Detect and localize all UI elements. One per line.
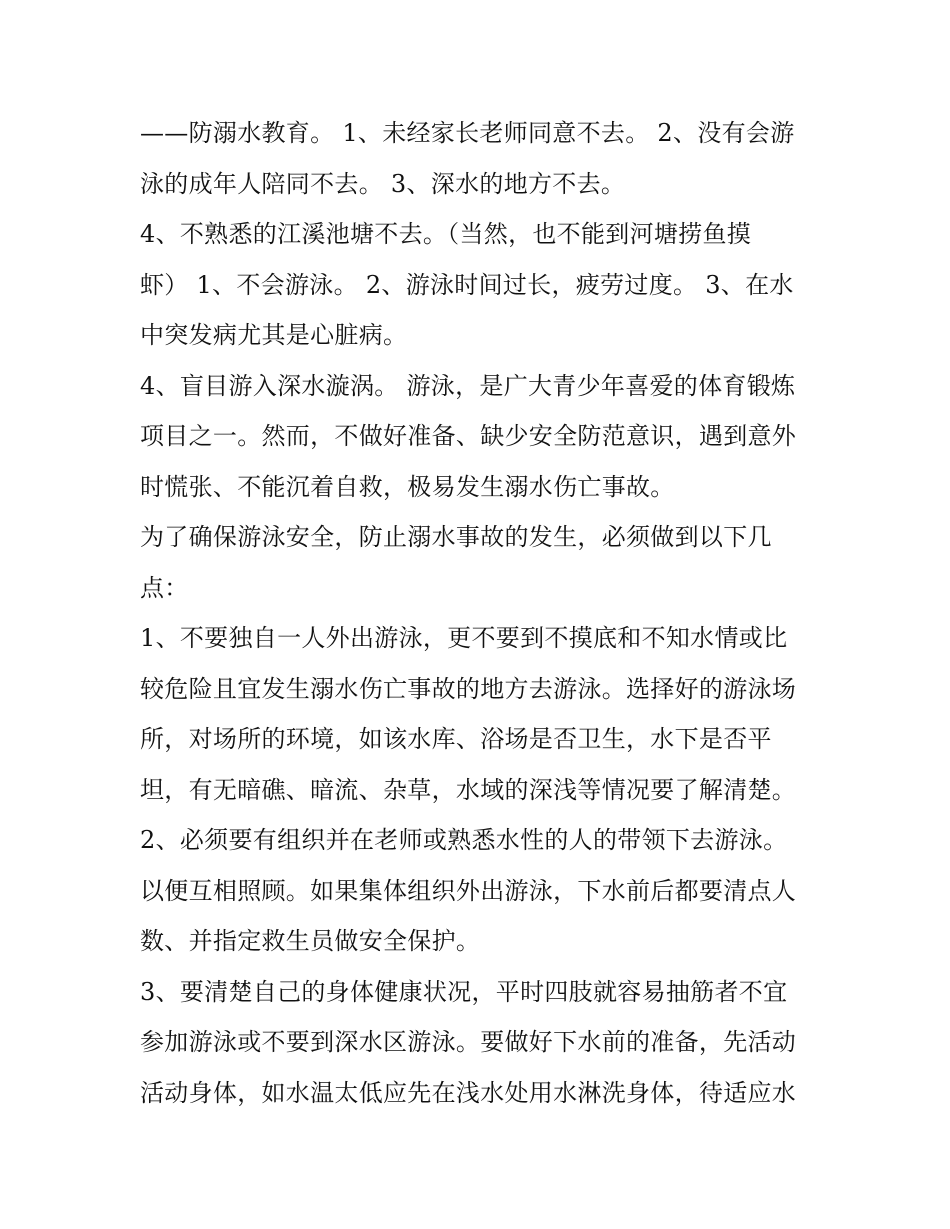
text-line: 1、不要独自一人外出游泳，更不要到不摸底和不知水情或比: [140, 624, 788, 652]
text-line: 参加游泳或不要到深水区游泳。要做好下水前的准备，先活动: [140, 1028, 797, 1056]
document-body: [140, 108, 815, 1118]
text-line: 泳的成年人陪同不去。 3、深水的地方不去。: [140, 169, 626, 198]
text-line: 2、必须要有组织并在老师或熟悉水性的人的带领下去游泳。: [140, 826, 788, 854]
text-line: 点：: [140, 573, 189, 602]
text-line: 中突发病尤其是心脏病。: [140, 321, 408, 349]
text-line: 3、要清楚自己的身体健康状况，平时四肢就容易抽筋者不宜: [140, 977, 788, 1006]
text-line: 活动身体，如水温太低应先在浅水处用水淋洗身体，待适应水: [140, 1078, 797, 1107]
text-line: 以便互相照顾。如果集体组织外出游泳，下水前后都要清点人: [140, 876, 797, 905]
text-line: ——防溺水教育。 1、未经家长老师同意不去。 2、没有会游: [140, 119, 795, 147]
text-line: 坦，有无暗礁、暗流、杂草，水域的深浅等情况要了解清楚。: [140, 775, 797, 804]
text-line: 较危险且宜发生溺水伤亡事故的地方去游泳。选择好的游泳场: [140, 674, 797, 703]
text-line: 为了确保游泳安全，防止溺水事故的发生，必须做到以下几: [140, 523, 772, 551]
text-line: 项目之一。然而，不做好准备、缺少安全防范意识，遇到意外: [140, 422, 797, 450]
text-line: 4、不熟悉的江溪池塘不去。（当然，也不能到河塘捞鱼摸: [140, 220, 752, 248]
text-line: 所，对场所的环境，如该水库、浴场是否卫生，水下是否平: [140, 725, 772, 753]
text-line: 4、盲目游入深水漩涡。 游泳，是广大青少年喜爱的体育锻炼: [140, 371, 796, 400]
text-line: 时慌张、不能沉着自救，极易发生溺水伤亡事故。: [140, 472, 675, 501]
text-line: 虾） 1、不会游泳。 2、游泳时间过长，疲劳过度。 3、在水: [140, 270, 794, 299]
text-line: 数、并指定救生员做安全保护。: [140, 927, 481, 955]
